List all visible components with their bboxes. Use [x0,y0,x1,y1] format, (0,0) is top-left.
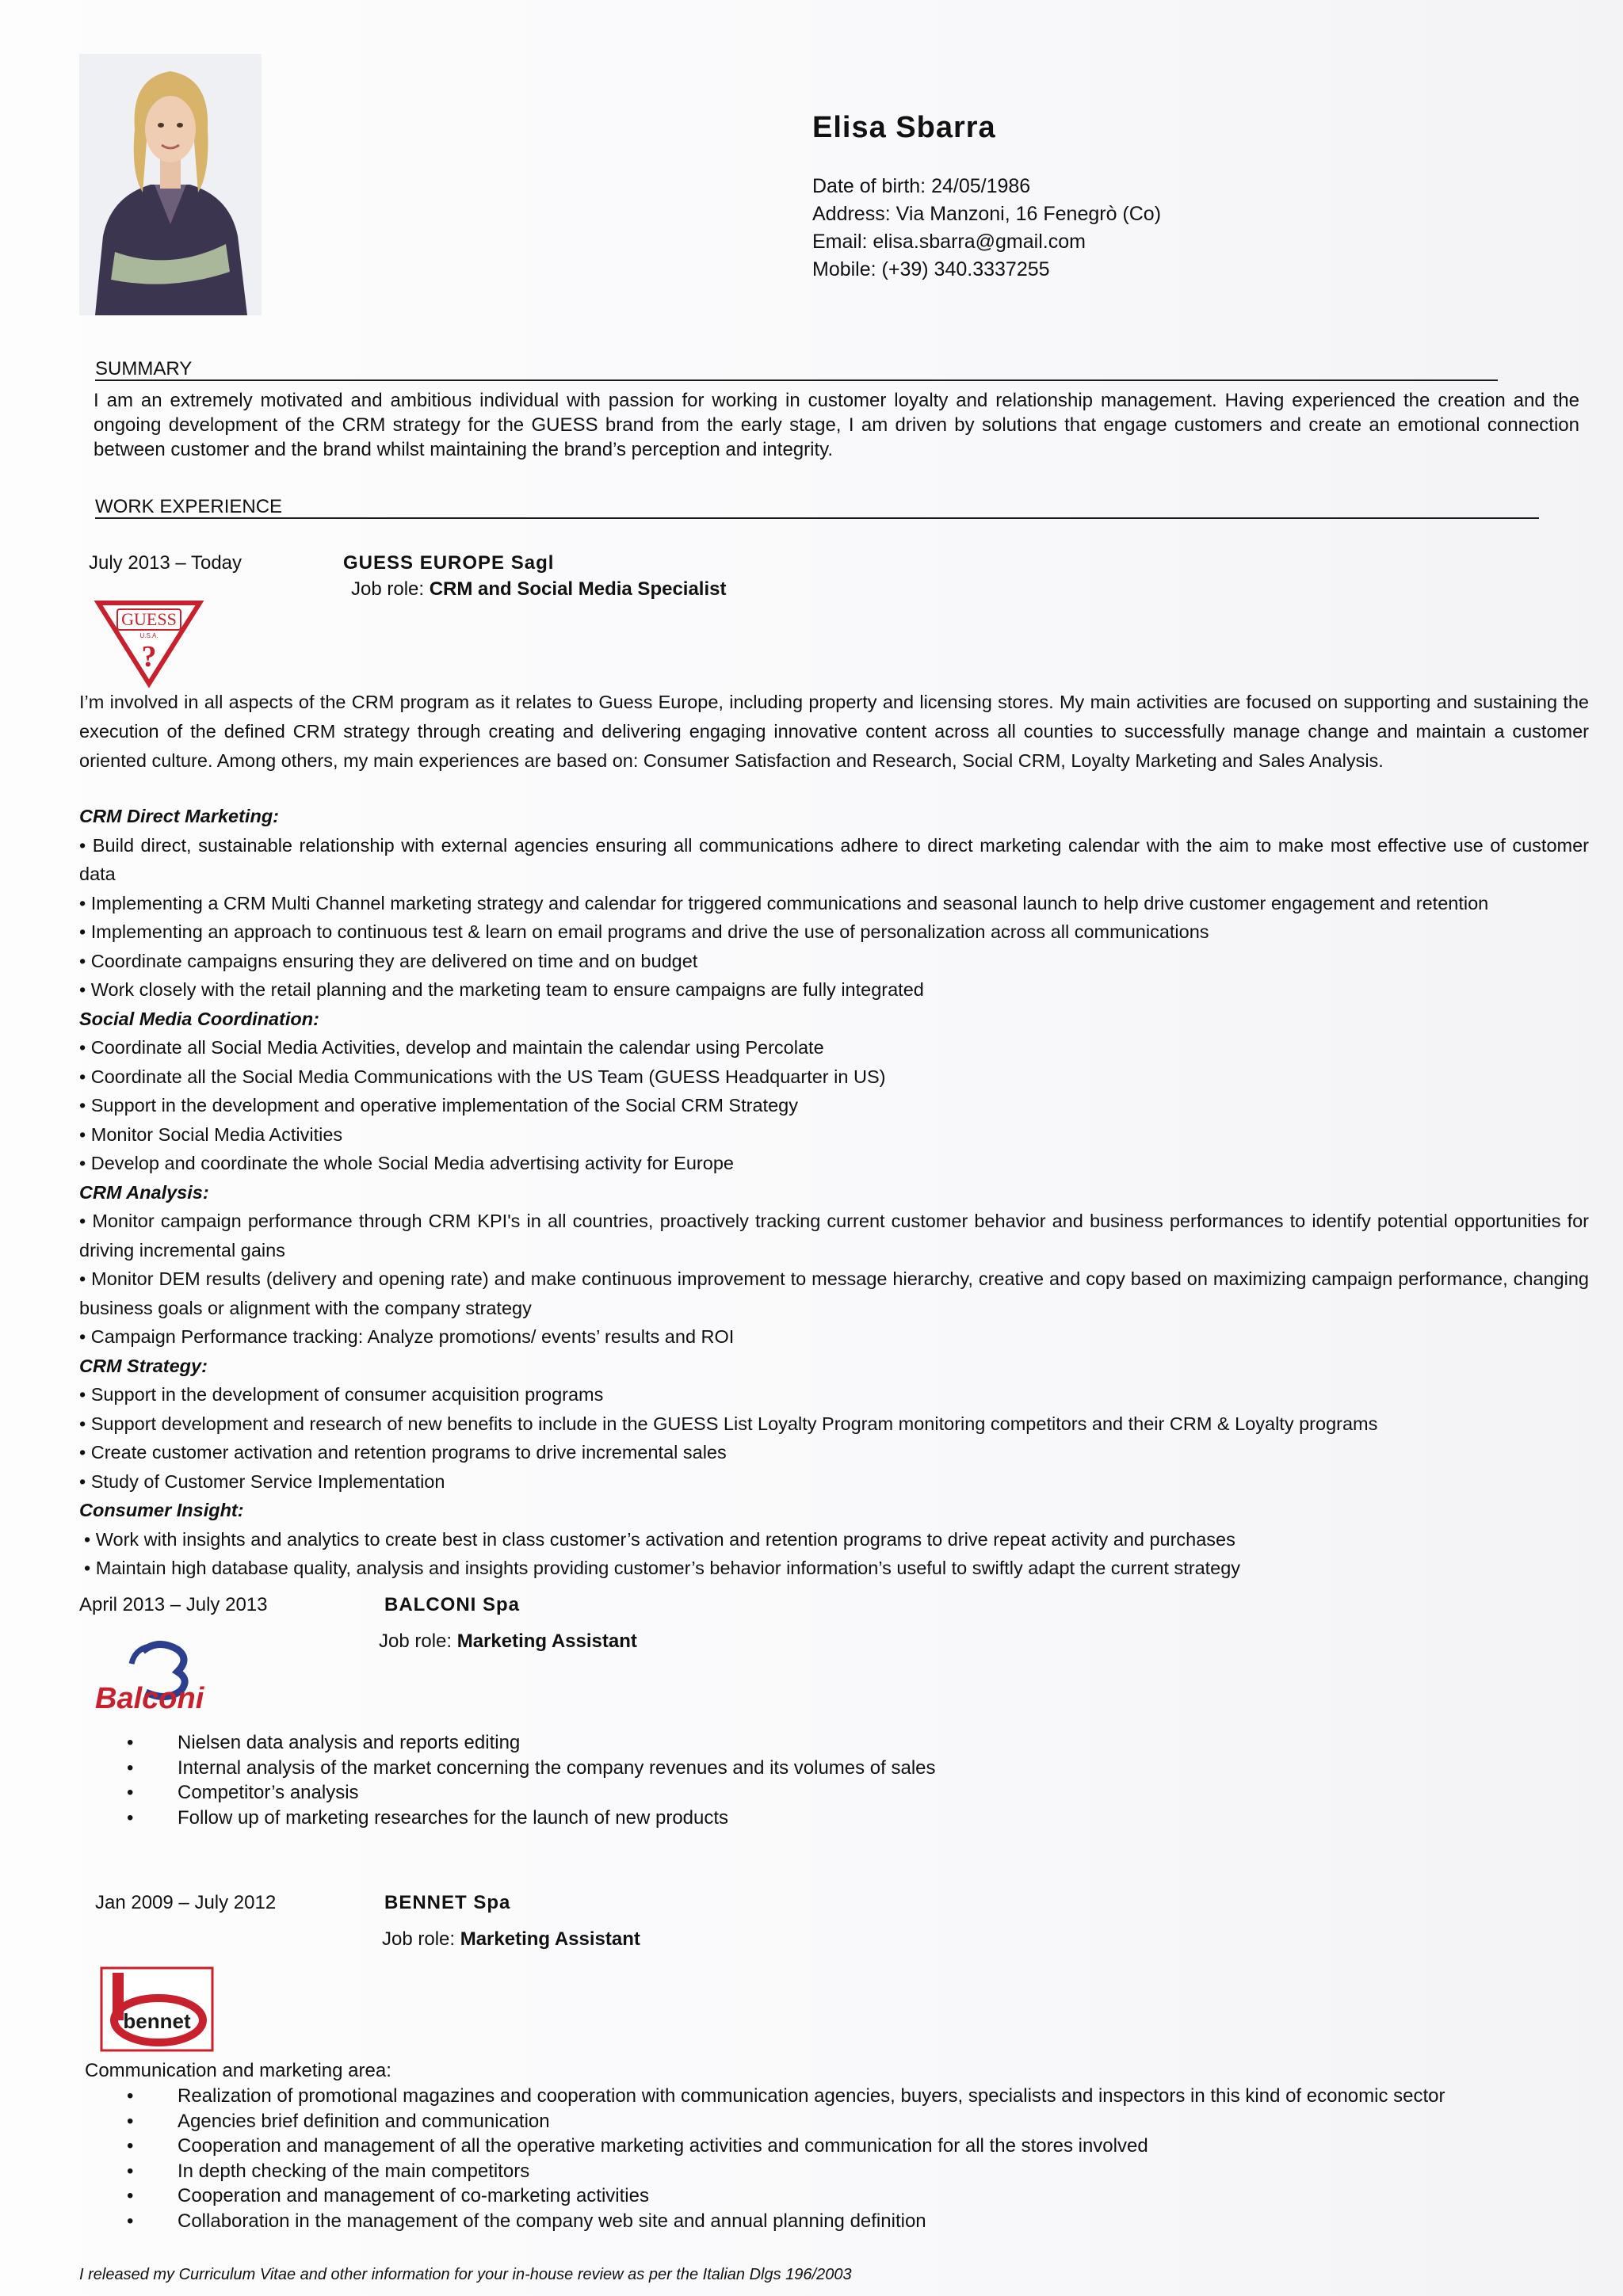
profile-photo [79,54,262,315]
summary-title: SUMMARY [95,358,193,379]
summary-divider [95,379,1498,381]
list-item: • Create customer activation and retention programs to drive incremental sales [79,1442,727,1463]
list-item: • Work with insights and analytics to create best in class customer’s activation and retention programs to drive repeat activity and purchases [84,1528,1235,1550]
list-item: • Support in the development of consumer acquisition programs [79,1384,604,1405]
list-item: • Work closely with the retail planning and the marketing team to ensure campaigns are fully integrated [79,979,924,1000]
role-title: CRM and Social Media Specialist [429,578,727,600]
balconi-company: BALCONI Spa [384,1594,521,1615]
list-item: • Collaboration in the management of the company web site and annual planning definition [127,2210,926,2232]
list-item: • Realization of promotional magazines and cooperation with communication agencies, buyers, specialists and inspectors in this kind of economic sector [127,2085,1445,2107]
contact-details [812,173,1161,284]
bennet-company: BENNET Spa [384,1892,511,1913]
work-experience-title: WORK EXPERIENCE [95,496,283,517]
candidate-name: Elisa Sbarra [812,111,996,144]
email: Email: elisa.sbarra@gmail.com [812,231,1086,253]
list-item: • Cooperation and management of co-marketing activities [127,2185,649,2206]
question-mark-icon: ? [141,640,157,673]
list-item: • Implementing a CRM Multi Channel marketing strategy and calendar for triggered communications and seasonal launch to help drive customer engagement and retention [79,892,1489,913]
balconi-bullets [127,1730,936,1830]
role-prefix: Job role: [382,1928,460,1950]
balconi-logo [89,1640,216,1715]
crm-analysis-title: CRM Analysis: [79,1181,209,1203]
list-item: • Monitor DEM results (delivery and opening rate) and make continuous improvement to message hierarchy, creative and copy based on maximizing campaign performance, changing business goals or alignment with the company strategy [79,1268,1589,1318]
list-item: • Implementing an approach to continuous test & learn on email programs and drive the use of personalization across all communications [79,921,1209,942]
list-item: • Coordinate all Social Media Activities, develop and maintain the calendar using Percolate [79,1037,824,1058]
list-item: • Competitor’s analysis [127,1782,359,1803]
list-item: • Agencies brief definition and communication [127,2110,550,2132]
bennet-date: Jan 2009 – July 2012 [95,1892,277,1913]
list-item: • Build direct, sustainable relationship with external agencies ensuring all communications adhere to direct marketing calendar with the aim to make most effective use of customer data [79,834,1589,884]
bennet-area: Communication and marketing area: [85,2060,391,2081]
list-item: • In depth checking of the main competitors [127,2160,530,2182]
role-title: Marketing Assistant [456,1630,637,1652]
mobile: Mobile: (+39) 340.3337255 [812,258,1050,280]
guess-details [79,802,1589,1583]
list-item: • Monitor Social Media Activities [79,1123,343,1145]
social-media-title: Social Media Coordination: [79,1008,319,1029]
balconi-role [379,1630,637,1653]
bennet-role [382,1928,640,1951]
guess-logo [94,598,204,689]
list-item: • Support development and research of new benefits to include in the GUESS List Loyalty Program monitoring competitors and their CRM & Loyalty programs [79,1413,1378,1434]
guess-logo-text: GUESS [121,609,177,629]
bennet-logo [100,1966,214,2052]
list-item: • Internal analysis of the market concerning the company revenues and its volumes of sales [127,1756,936,1779]
work-experience-divider [95,517,1539,519]
guess-role [351,578,726,601]
bennet-logo-text: bennet [123,2009,191,2033]
crm-direct-marketing-title: CRM Direct Marketing: [79,806,280,826]
balconi-logo-text: Balconi [95,1682,204,1715]
bennet-bullets [127,2084,1445,2233]
consumer-insight-title: Consumer Insight: [79,1500,244,1520]
list-item: • Support in the development and operative implementation of the Social CRM Strategy [79,1095,798,1116]
guess-logo-sub: U.S.A. [139,632,158,639]
list-item: • Follow up of marketing researches for the launch of new products [127,1806,729,1829]
list-item: • Study of Customer Service Implementation [79,1470,445,1492]
list-item: • Develop and coordinate the whole Social Media advertising activity for Europe [79,1153,734,1173]
guess-date: July 2013 – Today [89,552,242,574]
list-item: • Maintain high database quality, analysis and insights providing customer’s behavior information’s useful to swiftly adapt the current strategy [84,1558,1241,1578]
summary-text: I am an extremely motivated and ambitious individual with passion for working in customer loyalty and relationship management. Having experienced the creation and the ongoing development of the CRM strategy for the GUESS brand from the early stage, I am driven by solutions that engage customers and create an emotional connection between customer and the brand whilst maintaining the brand’s perception and integrity. [94,390,1579,460]
role-title: Marketing Assistant [460,1928,640,1950]
guess-company: GUESS EUROPE Sagl [343,552,555,574]
birth-date: Date of birth: 24/05/1986 [812,175,1031,197]
guess-intro: I’m involved in all aspects of the CRM program as it relates to Guess Europe, including property and licensing stores. My main activities are focused on supporting and sustaining the execution of the defined CRM strategy through creating and delivering engaging innovative content across all counties to successfully manage change and maintain a customer oriented culture. Among others, my main experiences are based on: Consumer Satisfaction and Research, Social CRM, Loyalty Marketing and Sales Analysis. [79,692,1589,771]
balconi-date: April 2013 – July 2013 [79,1594,268,1615]
role-prefix: Job role: [351,578,430,600]
address: Address: Via Manzoni, 16 Fenegrò (Co) [812,203,1162,225]
list-item: • Monitor campaign performance through CRM KPI's in all countries, proactively tracking current customer behavior and business performances to identify potential opportunities for driving incremental gains [79,1211,1589,1261]
crm-strategy-title: CRM Strategy: [79,1355,208,1376]
role-prefix: Job role: [379,1630,457,1652]
list-item: • Coordinate campaigns ensuring they are delivered on time and on budget [79,950,698,971]
list-item: • Coordinate all the Social Media Communications with the US Team (GUESS Headquarter in US) [79,1066,886,1087]
list-item: • Campaign Performance tracking: Analyze promotions/ events’ results and ROI [79,1326,735,1347]
list-item: • Nielsen data analysis and reports editing [127,1732,521,1753]
list-item: • Cooperation and management of all the operative marketing activities and communication for all the stores involved [127,2135,1148,2157]
privacy-footer: I released my Curriculum Vitae and other information for your in-house review as per the Italian Dlgs 196/2003 [79,2266,852,2283]
